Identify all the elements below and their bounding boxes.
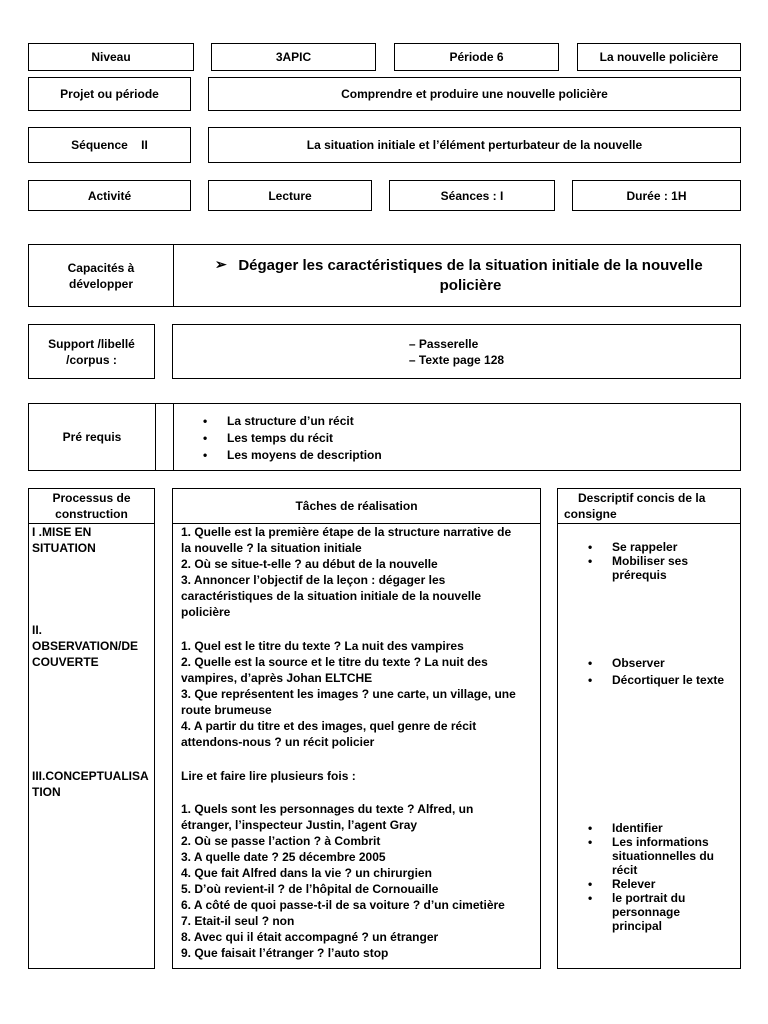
processus-header: [29, 489, 154, 523]
cell-text: 3APIC: [275, 50, 312, 64]
phase-line: III.CONCEPTUALISA: [32, 769, 149, 783]
consigne-item-cont: prérequis: [612, 568, 667, 582]
label-line: /corpus :: [66, 352, 117, 367]
cell-text: Comprendre et produire une nouvelle policière: [341, 87, 608, 101]
task-line: la nouvelle ? la situation initiale: [181, 541, 362, 555]
header-line: Descriptif concis de la: [578, 491, 706, 505]
processus-column: [28, 488, 155, 969]
phase-line: OBSERVATION/DE: [32, 639, 139, 653]
task-line: 4. Que fait Alfred dans la vie ? un chirurgien: [181, 866, 432, 880]
cell-text: La nouvelle policière: [599, 50, 719, 64]
consigne-item-cont: récit: [612, 863, 638, 877]
cell-text: Tâches de réalisation: [295, 499, 418, 513]
phase-line: II.: [32, 623, 43, 637]
prerequis-label: [29, 404, 155, 470]
consigne-item-cont: principal: [612, 919, 663, 933]
cell-text: La situation initiale et l’élément perturbateur de la nouvelle: [306, 138, 643, 152]
task-line: 5. D’où revient-il ? de l’hôpital de Cornouaille: [181, 882, 439, 896]
consignes-group-2: [612, 655, 724, 689]
projet-label: [28, 77, 191, 111]
activite-value: [208, 180, 372, 211]
header-line: consigne: [564, 507, 617, 521]
consigne-item: • Se rappeler: [612, 540, 688, 554]
task-line: 2. Où se situe-t-elle ? au début de la nouvelle: [181, 557, 438, 571]
periode-value: [394, 43, 559, 71]
header-line: Processus de: [52, 491, 131, 505]
taches-column: [172, 488, 541, 969]
phase-mise-en-situation: [32, 524, 96, 556]
task-line: 9. Que faisait l’étranger ? l’auto stop: [181, 946, 389, 960]
task-line: route brumeuse: [181, 703, 272, 717]
consigne-item: • le portrait du: [612, 891, 714, 905]
phase-observation: [32, 622, 138, 670]
capacites-text: [174, 256, 741, 296]
consigne-item: • Mobiliser ses: [612, 554, 688, 568]
label-line: Capacités à: [67, 260, 135, 275]
descriptif-column: [557, 488, 741, 969]
phase-line: TION: [32, 785, 61, 799]
cell-text: Séquence II: [71, 138, 148, 152]
cell-text: Lecture: [268, 188, 312, 203]
cell-text: Durée : 1H: [626, 188, 687, 203]
cell-text: Séances : I: [440, 188, 504, 203]
task-line: caractéristiques de la situation initiale de la nouvelle: [181, 589, 482, 603]
niveau-label: [28, 43, 194, 71]
cell-text: Période 6: [449, 50, 504, 64]
genre-value: [577, 43, 741, 71]
support-label: [28, 324, 155, 379]
task-line: 1. Quels sont les personnages du texte ? Alfred, un: [181, 802, 474, 816]
capacites-line: Dégager les caractéristiques de la situation initiale de la nouvelle: [238, 257, 703, 274]
consigne-item: • Identifier: [612, 821, 714, 835]
prerequis-section: [28, 403, 741, 471]
sequence-value: [208, 127, 741, 163]
phase-line: COUVERTE: [32, 655, 99, 669]
cell-text: Activité: [87, 188, 132, 203]
projet-value: [208, 77, 741, 111]
capacites-label: [29, 245, 173, 306]
consigne-item-cont: personnage: [612, 905, 681, 919]
consigne-item: • Les informations: [612, 835, 714, 849]
sequence-label: [28, 127, 191, 163]
consigne-item: • Décortiquer le texte: [612, 672, 724, 689]
task-line: 1. Quelle est la première étape de la structure narrative de: [181, 525, 512, 539]
consignes-group-3: [612, 821, 714, 933]
support-content: [172, 324, 741, 379]
prerequis-list: [227, 413, 382, 464]
task-line: 3. Que représentent les images ? une carte, un village, une: [181, 687, 516, 701]
task-line: 1. Quel est le titre du texte ? La nuit des vampires: [181, 639, 464, 653]
phase-conceptualisation: [32, 768, 149, 800]
task-line: 8. Avec qui il était accompagné ? un étranger: [181, 930, 439, 944]
taches-header: [173, 489, 540, 523]
task-line: 3. Annoncer l’objectif de la leçon : dégager les: [181, 573, 446, 587]
consigne-item: • Observer: [612, 655, 724, 672]
phase-line: I .MISE EN: [32, 525, 92, 539]
capacites-section: [28, 244, 741, 307]
tasks-intro: [181, 768, 356, 784]
task-line: 2. Où se passe l’action ? à Combrit: [181, 834, 381, 848]
niveau-value: [211, 43, 376, 71]
tasks-conceptualisation: [181, 801, 505, 961]
duree-value: [572, 180, 741, 211]
cell-text: Niveau: [91, 50, 131, 64]
label-line: Support /libellé: [48, 336, 135, 351]
consignes-group-1: [612, 540, 688, 582]
capacites-line: policière: [439, 277, 502, 294]
support-item: – Passerelle: [408, 336, 479, 351]
header-line: construction: [55, 507, 128, 521]
divider: [558, 523, 740, 524]
tasks-observation: [181, 638, 516, 750]
consigne-item: • Relever: [612, 877, 714, 891]
phase-line: SITUATION: [32, 541, 96, 555]
task-line: Lire et faire lire plusieurs fois :: [181, 769, 356, 783]
consigne-item-cont: situationnelles du: [612, 849, 715, 863]
activite-label: [28, 180, 191, 211]
task-line: 7. Etait-il seul ? non: [181, 914, 295, 928]
task-line: étranger, l’inspecteur Justin, l’agent Gray: [181, 818, 418, 832]
cell-text: Pré requis: [62, 430, 122, 444]
task-line: 3. A quelle date ? 25 décembre 2005: [181, 850, 386, 864]
support-item: – Texte page 128: [408, 352, 505, 367]
arrow-bullet-icon: ➢: [215, 256, 227, 272]
cell-text: Projet ou période: [60, 87, 159, 101]
task-line: policière: [181, 605, 231, 619]
task-line: vampires, d’après Johan ELTCHE: [181, 671, 373, 685]
task-line: 2. Quelle est la source et le titre du texte ? La nuit des: [181, 655, 488, 669]
task-line: 4. A partir du titre et des images, quel genre de récit: [181, 719, 477, 733]
label-line: développer: [68, 276, 134, 291]
tasks-situation: [181, 524, 511, 620]
list-item: • Les moyens de description: [227, 447, 382, 464]
divider: [173, 404, 174, 470]
list-item: • Les temps du récit: [227, 430, 382, 447]
descriptif-header: [564, 490, 740, 522]
task-line: 6. A côté de quoi passe-t-il de sa voiture ? d’un cimetière: [181, 898, 505, 912]
task-line: attendons-nous ? un récit policier: [181, 735, 375, 749]
list-item: • La structure d’un récit: [227, 413, 382, 430]
seances-value: [389, 180, 555, 211]
divider: [155, 404, 156, 470]
